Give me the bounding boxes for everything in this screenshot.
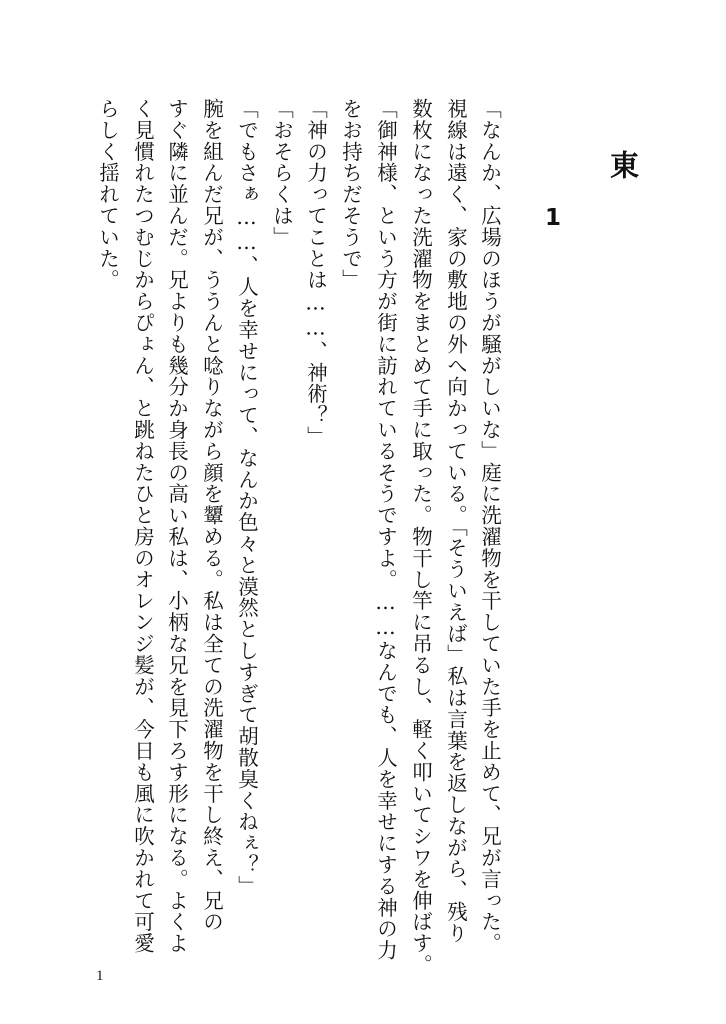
text-column: 「なんか、広場のほうが騒がしいな」庭に洗濯物を干していた手を止めて、兄が言った。 [477, 98, 502, 954]
text-column: 腕を組んだ兄が、ううんと唸りながら顔を顰める。私は全ての洗濯物を干し終え、兄の [199, 98, 224, 933]
text-column: すぐ隣に並んだ。兄よりも幾分か身長の高い私は、小柄な兄を見下ろす形になる。よくよ [164, 98, 189, 954]
page-number: 1 [96, 968, 104, 984]
text-column: 数枚になった洗濯物をまとめて手に取った。物干し竿に吊るし、軽く叩いてシワを伸ばす。 [408, 98, 433, 976]
text-column: らしく揺れていた。 [95, 98, 120, 291]
text-column: 「神の力ってことは……、神術？」 [303, 98, 328, 448]
chapter-title: 東 [606, 150, 640, 181]
text-column: 「御神様、という方が街に訪れているそうですよ。……なんでも、人を幸せにする神の力 [373, 98, 398, 961]
text-column: をお持ちだそうで」 [338, 98, 363, 291]
text-column: 視線は遠く、家の敷地の外へ向かっている。「そういえば」私は言葉を返しながら、残り [443, 98, 468, 944]
text-column: 「でもさぁ……、人を幸せにって、なんか色々と漠然としすぎて胡散臭くねぇ？」 [234, 98, 259, 897]
chapter-number: 1 [540, 205, 566, 231]
text-column: く見慣れたつむじからぴょん、と跳ねたひと房のオレンジ髪が、今日も風に吹かれて可愛 [130, 98, 155, 954]
text-column: 「おそらくは」 [269, 98, 294, 248]
